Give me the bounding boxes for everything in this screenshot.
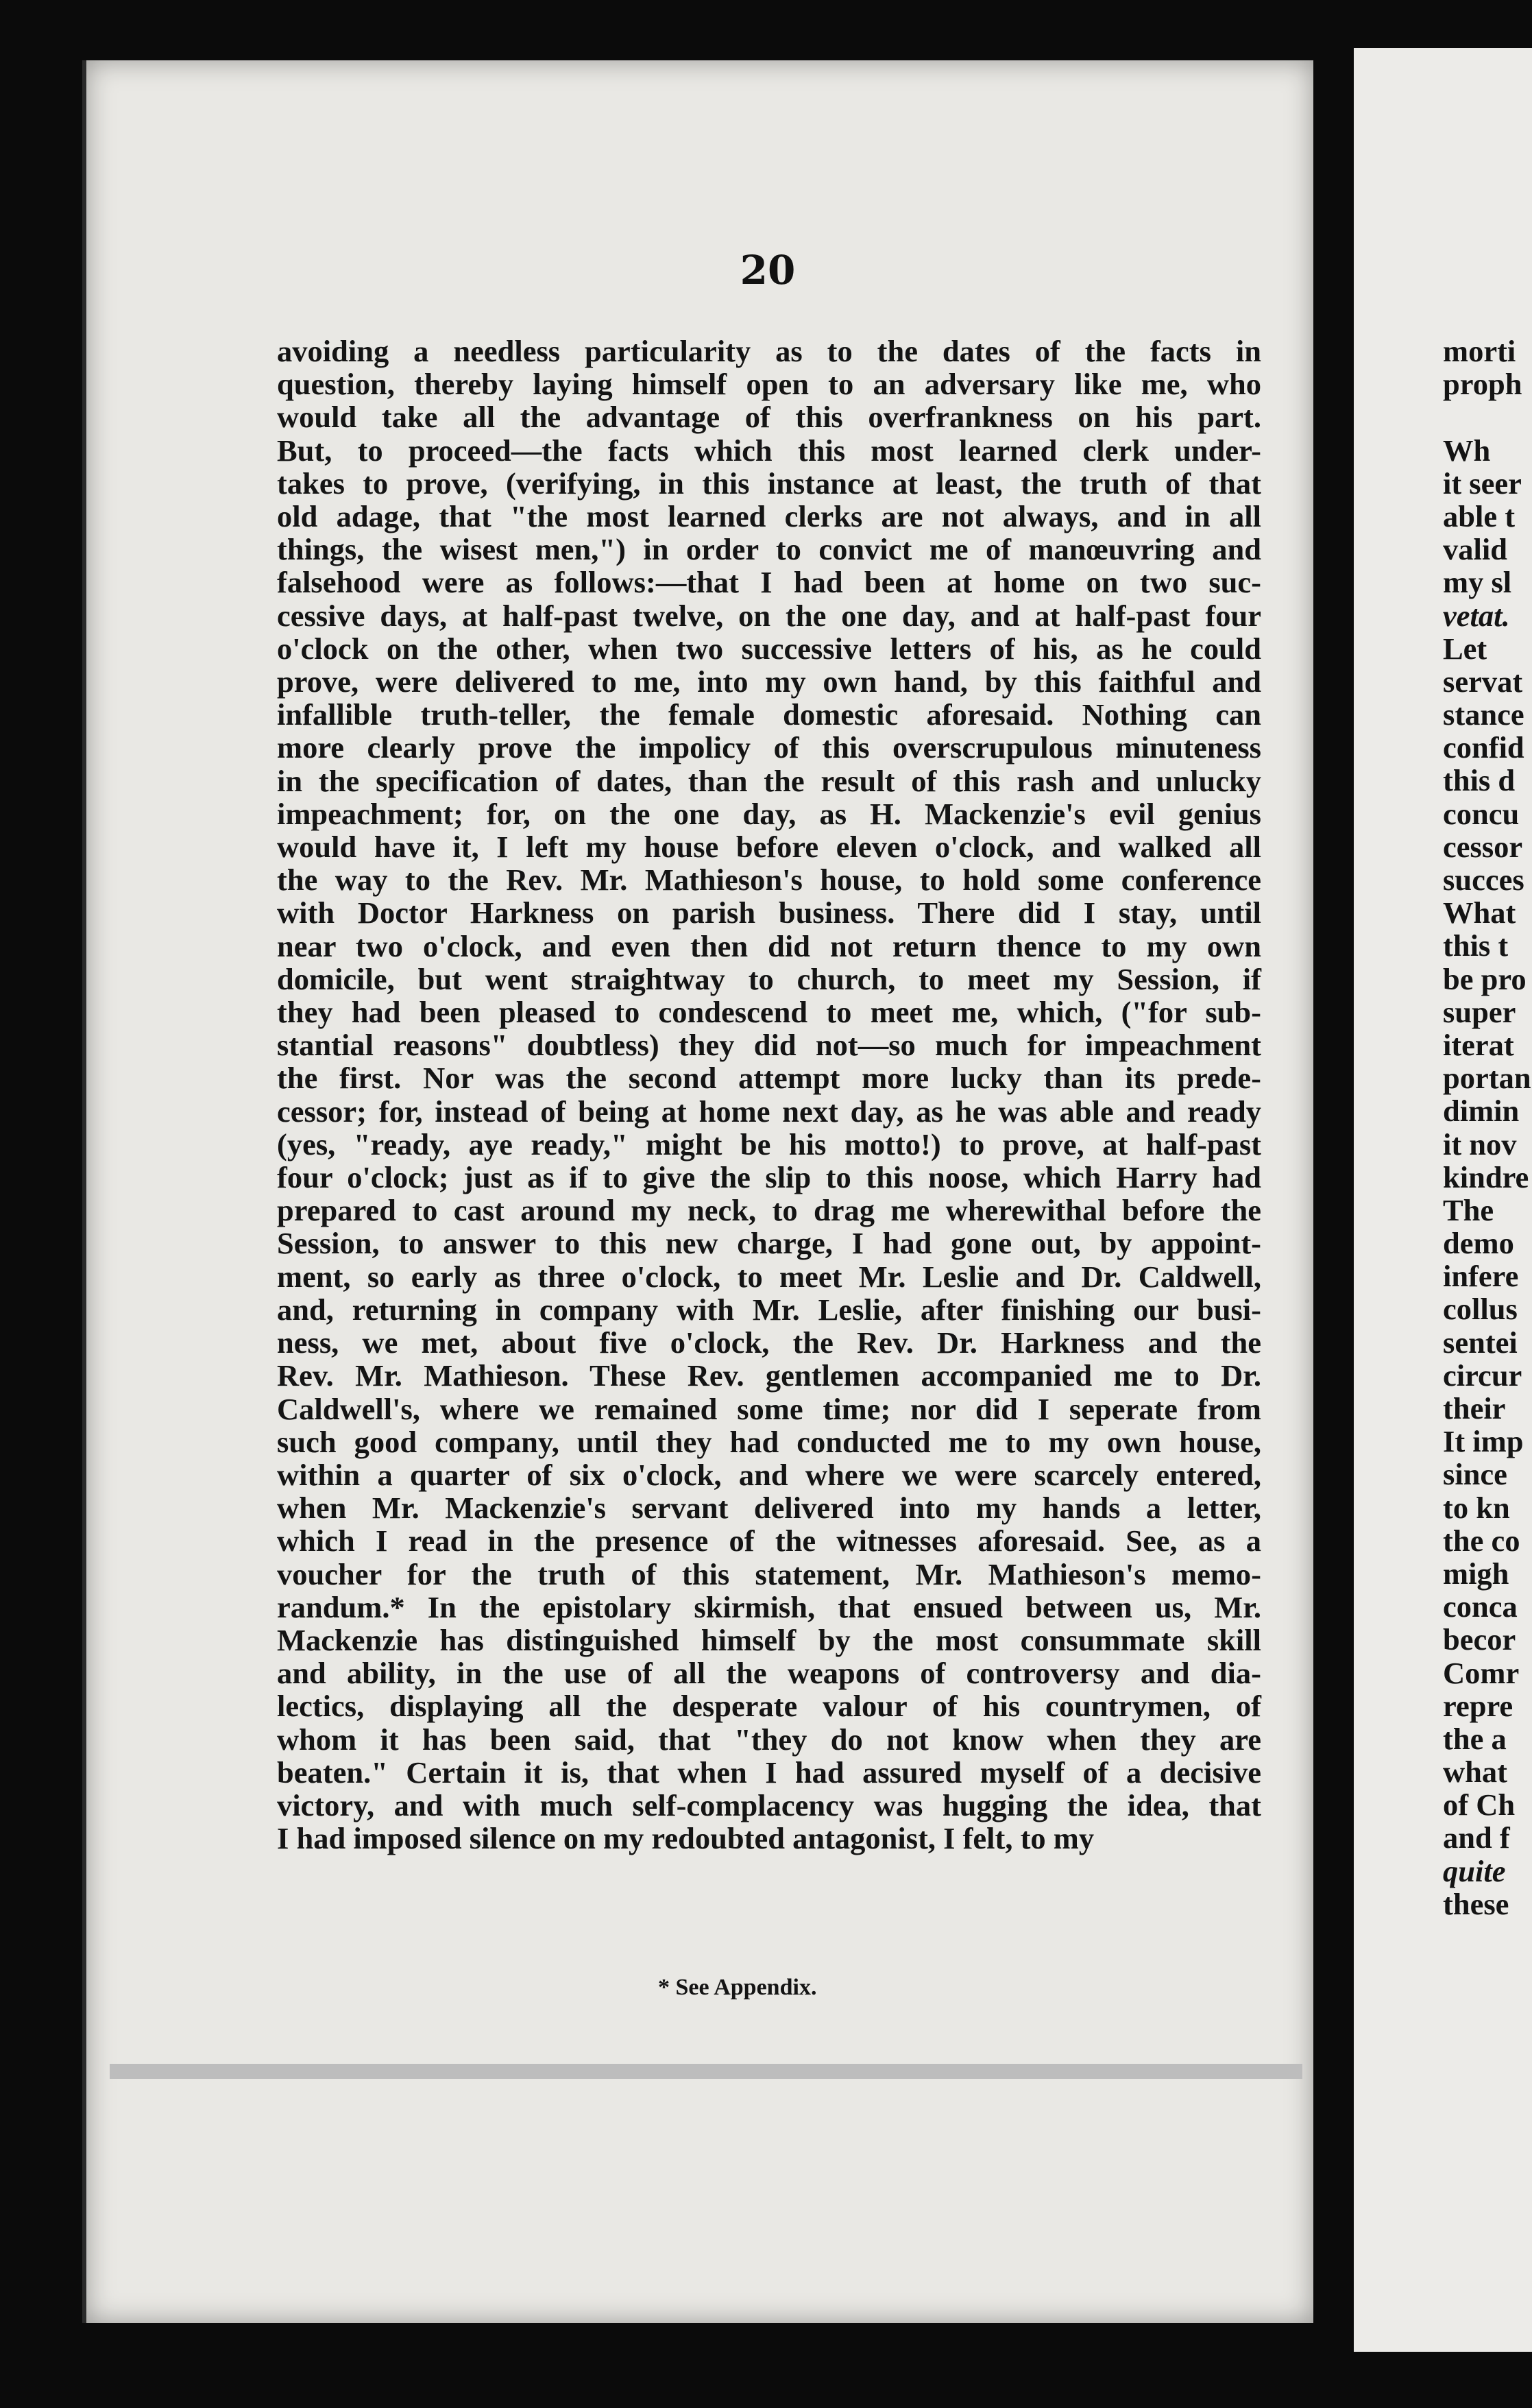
facing-text-line: this d: [1443, 763, 1516, 798]
facing-text-line: be pro: [1443, 961, 1527, 996]
page-number: 20: [740, 247, 796, 293]
facing-text-line: what: [1443, 1755, 1507, 1790]
text-line: with Doctor Harkness on parish business. There did I stay, until: [277, 895, 1261, 930]
text-line: such good company, until they had conducted me to my own house,: [277, 1424, 1261, 1459]
facing-text-line: succes: [1443, 863, 1524, 897]
facing-text-line: repre: [1443, 1688, 1513, 1723]
text-line: cessor; for, instead of being at home next day, as he was able and ready: [277, 1094, 1261, 1129]
text-line: beaten." Certain it is, that when I had assured myself of a decisive: [277, 1755, 1261, 1790]
text-line: takes to prove, (verifying, in this instance at least, the truth of that: [277, 466, 1261, 501]
facing-text-line: The: [1443, 1192, 1494, 1227]
facing-text-line: It imp: [1443, 1424, 1524, 1459]
text-line: cessive days, at half-past twelve, on the one day, and at half-past four: [277, 598, 1261, 633]
facing-text-line: the co: [1443, 1523, 1520, 1558]
facing-text-line: portan: [1443, 1061, 1531, 1096]
text-line: which I read in the presence of the witnesses aforesaid. See, as a: [277, 1524, 1261, 1558]
text-line: old adage, that "the most learned clerks are not always, and in all: [277, 499, 1261, 534]
facing-text-line: of Ch: [1443, 1787, 1516, 1822]
text-line: things, the wisest men,") in order to convict me of manœuvring and: [277, 532, 1261, 567]
text-line: randum.* In the epistolary skirmish, that ensued between us, Mr.: [277, 1589, 1261, 1624]
facing-text-line: morti: [1443, 334, 1516, 368]
facing-text-line: kindre: [1443, 1159, 1529, 1194]
text-line: would have it, I left my house before eleven o'clock, and walked all: [277, 830, 1261, 865]
text-line: whom it has been said, that "they do not know when they are: [277, 1722, 1261, 1757]
facing-text-line: to kn: [1443, 1490, 1510, 1525]
facing-text-line: sentei: [1443, 1325, 1518, 1360]
text-line: near two o'clock, and even then did not return thence to my own: [277, 928, 1261, 963]
facing-text-line: and f: [1443, 1820, 1510, 1855]
facing-text-line: this t: [1443, 928, 1509, 963]
text-line: infallible truth-teller, the female domestic aforesaid. Nothing can: [277, 697, 1261, 732]
facing-text-line: migh: [1443, 1556, 1509, 1591]
text-line: I had imposed silence on my redoubted antagonist, I felt, to my: [277, 1821, 1095, 1856]
facing-text-line: it seer: [1443, 466, 1522, 501]
text-line: and, returning in company with Mr. Leslie, after finishing our busi-: [277, 1292, 1261, 1327]
text-line: prepared to cast around my neck, to drag me wherewithal before the: [277, 1193, 1261, 1228]
text-line: domicile, but went straightway to church, to meet my Session, if: [277, 961, 1261, 996]
facing-text-line: circur: [1443, 1358, 1522, 1393]
text-line: more clearly prove the impolicy of this overscrupulous minuteness: [277, 730, 1261, 765]
text-line: Caldwell's, where we remained some time; nor did I seperate from: [277, 1391, 1261, 1426]
facing-text-line: iterat: [1443, 1027, 1514, 1062]
text-line: would take all the advantage of this overfrankness on his part.: [277, 400, 1261, 435]
text-line: they had been pleased to condescend to meet me, which, ("for sub-: [277, 995, 1261, 1030]
facing-text-line: quite: [1443, 1853, 1506, 1888]
facing-text-line: proph: [1443, 367, 1522, 402]
facing-text-line: becor: [1443, 1622, 1516, 1657]
facing-text-line: Let: [1443, 631, 1487, 666]
facing-text-line: conca: [1443, 1589, 1518, 1624]
text-line: voucher for the truth of this statement, Mr. Mathieson's memo-: [277, 1556, 1261, 1591]
text-line: victory, and with much self-complacency was hugging the idea, that: [277, 1787, 1261, 1822]
page-edge: [110, 2064, 1302, 2079]
text-line: stantial reasons" doubtless) they did not—so much for impeachment: [277, 1028, 1261, 1063]
facing-text-line: servat: [1443, 664, 1523, 699]
facing-text-line: my sl: [1443, 565, 1512, 600]
facing-text-line: concu: [1443, 796, 1520, 831]
text-line: question, thereby laying himself open to an adversary like me, who: [277, 367, 1261, 402]
facing-text-line: collus: [1443, 1292, 1518, 1327]
text-line: four o'clock; just as if to give the slip to this noose, which Harry had: [277, 1160, 1261, 1195]
facing-text-line: these: [1443, 1886, 1509, 1921]
text-line: ness, we met, about five o'clock, the Rev. Dr. Harkness and the: [277, 1325, 1261, 1360]
body-text: [277, 335, 1261, 1855]
facing-text-line: valid: [1443, 532, 1507, 567]
facing-text-line: What: [1443, 895, 1516, 930]
facing-text-line: confid: [1443, 730, 1524, 765]
facing-text-line: cessor: [1443, 829, 1523, 864]
text-line: (yes, "ready, aye ready," might be his motto!) to prove, at half-past: [277, 1127, 1261, 1161]
facing-text-line: the a: [1443, 1721, 1507, 1756]
text-line: Rev. Mr. Mathieson. These Rev. gentlemen accompanied me to Dr.: [277, 1358, 1261, 1393]
text-line: impeachment; for, on the one day, as H. Mackenzie's evil genius: [277, 796, 1261, 831]
text-line: Mackenzie has distinguished himself by the most consummate skill: [277, 1622, 1261, 1657]
facing-text-line: stance: [1443, 697, 1524, 732]
text-line: Session, to answer to this new charge, I had gone out, by appoint-: [277, 1226, 1261, 1261]
text-line: o'clock on the other, when two successive letters of his, as he could: [277, 631, 1261, 666]
facing-text-line: able t: [1443, 498, 1516, 533]
text-line: the first. Nor was the second attempt more lucky than its prede-: [277, 1061, 1261, 1096]
text-line: the way to the Rev. Mr. Mathieson's house, to hold some conference: [277, 863, 1261, 898]
text-line: lectics, displaying all the desperate valour of his countrymen, of: [277, 1689, 1261, 1724]
facing-page-text: [1443, 334, 1531, 1921]
text-line: falsehood were as follows:—that I had been at home on two suc-: [277, 565, 1261, 600]
facing-text-line: [1443, 400, 1525, 433]
facing-text-line: super: [1443, 994, 1516, 1029]
text-line: within a quarter of six o'clock, and where we were scarcely entered,: [277, 1457, 1261, 1492]
facing-text-line: since: [1443, 1457, 1507, 1492]
text-line: But, to proceed—the facts which this most learned clerk under-: [277, 433, 1261, 468]
facing-text-line: infere: [1443, 1259, 1519, 1294]
text-line: ment, so early as three o'clock, to meet Mr. Leslie and Dr. Caldwell,: [277, 1259, 1261, 1294]
text-line: and ability, in the use of all the weapons of controversy and dia-: [277, 1656, 1261, 1691]
facing-text-line: dimin: [1443, 1094, 1520, 1129]
facing-text-line: demo: [1443, 1226, 1514, 1261]
footnote: * See Appendix.: [658, 1975, 817, 2000]
facing-text-line: Wh: [1443, 433, 1491, 468]
facing-text-line: it nov: [1443, 1127, 1517, 1161]
text-line: avoiding a needless particularity as to the dates of the facts in: [277, 334, 1261, 368]
text-line: in the specification of dates, than the result of this rash and unlucky: [277, 763, 1261, 798]
facing-text-line: vetat.: [1443, 598, 1510, 633]
facing-text-line: Comr: [1443, 1655, 1520, 1690]
facing-text-line: their: [1443, 1391, 1506, 1425]
text-line: prove, were delivered to me, into my own hand, by this faithful and: [277, 664, 1261, 699]
text-line: when Mr. Mackenzie's servant delivered into my hands a letter,: [277, 1491, 1261, 1526]
